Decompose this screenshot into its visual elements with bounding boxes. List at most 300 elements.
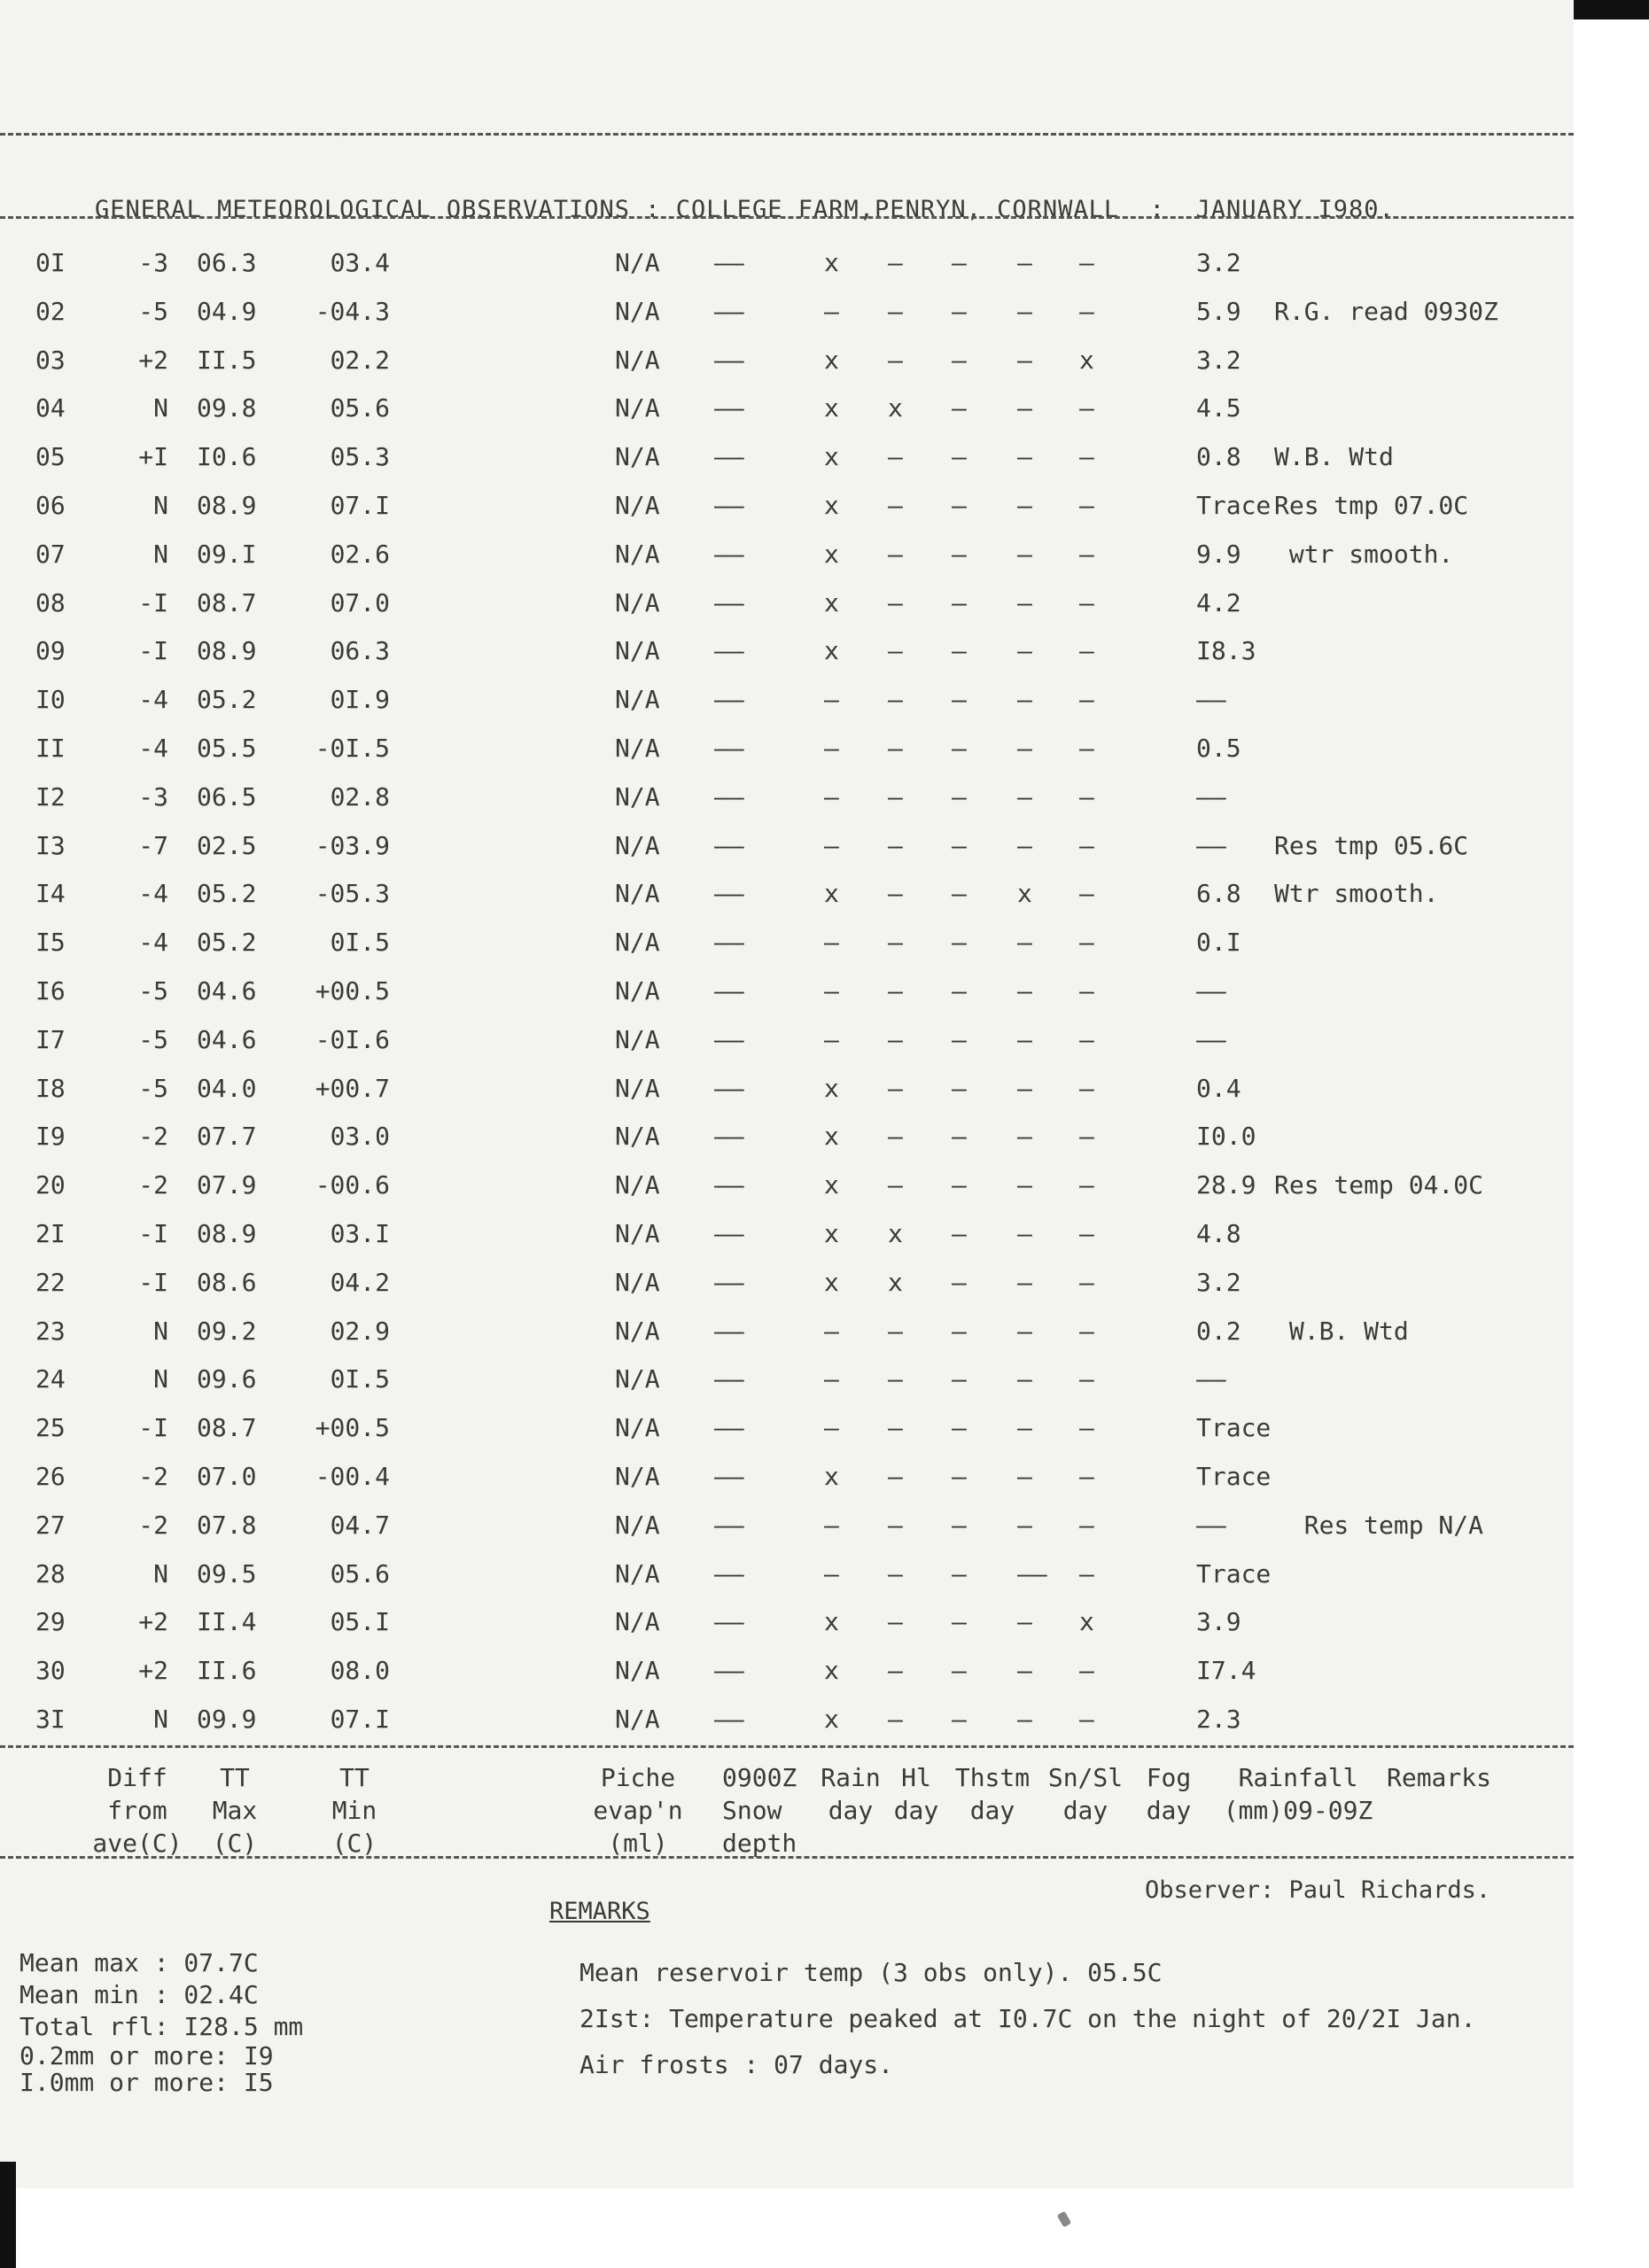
piche-cell: N/A	[615, 928, 660, 958]
thunderstorm-day-cell: —	[952, 1607, 967, 1637]
day-cell: I2	[35, 781, 66, 812]
rainfall-cell: 3.2	[1196, 345, 1241, 375]
hail-day-cell: —	[888, 928, 903, 958]
footer-snow: 0900Z Snow depth	[722, 1763, 797, 1858]
snow-depth-cell: ——	[714, 879, 744, 909]
snow-depth-cell: ——	[714, 976, 744, 1006]
min-temp-cell: 02.2	[330, 345, 390, 375]
diff-cell: N	[153, 393, 168, 423]
thunderstorm-day-cell: —	[952, 1510, 967, 1540]
min-temp-cell: +00.5	[315, 1413, 390, 1443]
thunderstorm-day-cell: —	[952, 1705, 967, 1734]
snow-depth-cell: ——	[714, 393, 744, 423]
snow-sleet-day-cell: —	[1017, 1316, 1032, 1346]
snow-depth-cell: ——	[714, 1219, 744, 1248]
table-row	[0, 685, 1574, 720]
snow-depth-cell: ——	[714, 685, 744, 715]
min-temp-cell: 07.I	[330, 1705, 390, 1734]
diff-cell: -2	[138, 1462, 168, 1491]
snow-depth-cell: ——	[714, 1510, 744, 1540]
footer-thstm: Thstm day	[954, 1763, 1031, 1825]
thunderstorm-day-cell: —	[952, 1656, 967, 1686]
thunderstorm-day-cell: —	[952, 345, 967, 375]
rainfall-cell: ——	[1196, 1024, 1226, 1054]
fog-day-cell: —	[1079, 442, 1094, 472]
hail-day-cell: —	[888, 1413, 903, 1443]
piche-cell: N/A	[615, 1024, 660, 1054]
thunderstorm-day-cell: —	[952, 685, 967, 715]
fog-day-cell: —	[1079, 587, 1094, 617]
fog-day-cell: —	[1079, 491, 1094, 520]
table-row	[0, 879, 1574, 914]
hail-day-cell: —	[888, 1705, 903, 1734]
fog-day-cell: —	[1079, 1219, 1094, 1248]
min-temp-cell: -04.3	[315, 296, 390, 326]
fog-day-cell: —	[1079, 1122, 1094, 1152]
remarks-heading: REMARKS	[549, 1898, 650, 1925]
day-cell: 09	[35, 636, 66, 666]
snow-depth-cell: ——	[714, 1705, 744, 1734]
rainfall-cell: ——	[1196, 1510, 1226, 1540]
max-temp-cell: 05.2	[197, 685, 257, 715]
fog-day-cell: —	[1079, 1170, 1094, 1200]
rainfall-cell: 9.9	[1196, 539, 1241, 569]
fog-day-cell: —	[1079, 685, 1094, 715]
min-temp-cell: +00.7	[315, 1073, 390, 1103]
fog-day-cell: —	[1079, 248, 1094, 277]
diff-cell: -I	[138, 587, 168, 617]
min-temp-cell: 03.0	[330, 1122, 390, 1152]
piche-cell: N/A	[615, 781, 660, 812]
fog-day-cell: —	[1079, 976, 1094, 1006]
rain-day-cell: x	[824, 1462, 839, 1491]
rainfall-cell: 2.3	[1196, 1705, 1241, 1734]
remarks-cell: Res temp N/A	[1274, 1510, 1484, 1540]
table-row	[0, 1462, 1574, 1497]
rainfall-cell: I7.4	[1196, 1656, 1256, 1686]
snow-depth-cell: ——	[714, 1267, 744, 1297]
snow-sleet-day-cell: —	[1017, 734, 1032, 763]
rain-day-cell: —	[824, 928, 839, 958]
max-temp-cell: 06.5	[197, 781, 257, 812]
table-row	[0, 1317, 1574, 1352]
piche-cell: N/A	[615, 685, 660, 715]
max-temp-cell: 08.6	[197, 1267, 257, 1297]
footer-fog: Fog day	[1146, 1763, 1192, 1825]
remarks-notes	[579, 1958, 1475, 2096]
min-temp-cell: 05.6	[330, 1558, 390, 1588]
fog-day-cell: x	[1079, 1607, 1094, 1637]
thunderstorm-day-cell: —	[952, 1024, 967, 1054]
day-cell: 28	[35, 1558, 66, 1588]
max-temp-cell: 04.0	[197, 1073, 257, 1103]
footer-min: TT Min (C)	[331, 1763, 377, 1858]
remarks-cell: Res tmp 07.0C	[1274, 491, 1469, 520]
snow-sleet-day-cell: —	[1017, 636, 1032, 666]
snow-sleet-day-cell: —	[1017, 587, 1032, 617]
rainfall-cell: Trace	[1196, 1558, 1272, 1588]
piche-cell: N/A	[615, 442, 660, 472]
piche-cell: N/A	[615, 879, 660, 909]
diff-cell: N	[153, 539, 168, 569]
snow-sleet-day-cell: —	[1017, 976, 1032, 1006]
table-row	[0, 588, 1574, 624]
diff-cell: N	[153, 1364, 168, 1394]
piche-cell: N/A	[615, 1510, 660, 1540]
piche-cell: N/A	[615, 636, 660, 666]
total-rainfall: Total rfl: I28.5 mm	[19, 2012, 304, 2041]
max-temp-cell: 07.8	[197, 1510, 257, 1540]
hail-day-cell: —	[888, 1170, 903, 1200]
fog-day-cell: —	[1079, 636, 1094, 666]
min-temp-cell: 0I.5	[330, 928, 390, 958]
piche-cell: N/A	[615, 1462, 660, 1491]
thunderstorm-day-cell: —	[952, 1122, 967, 1152]
max-temp-cell: 08.9	[197, 636, 257, 666]
max-temp-cell: 07.0	[197, 1462, 257, 1491]
snow-depth-cell: ——	[714, 1316, 744, 1346]
hail-day-cell: —	[888, 879, 903, 909]
thunderstorm-day-cell: —	[952, 879, 967, 909]
rain-day-cell: x	[824, 879, 839, 909]
piche-cell: N/A	[615, 1607, 660, 1637]
max-temp-cell: 08.7	[197, 587, 257, 617]
rainfall-cell: I0.0	[1196, 1122, 1256, 1152]
min-temp-cell: 02.9	[330, 1316, 390, 1346]
snow-depth-cell: ——	[714, 1024, 744, 1054]
max-temp-cell: 09.8	[197, 393, 257, 423]
thunderstorm-day-cell: —	[952, 928, 967, 958]
footer-remarks: Remarks	[1386, 1763, 1491, 1792]
snow-depth-cell: ——	[714, 1170, 744, 1200]
table-row	[0, 297, 1574, 332]
top-rule	[0, 133, 1574, 136]
rain-day-cell: —	[824, 1558, 839, 1588]
remarks-cell: Res temp 04.0C	[1274, 1170, 1484, 1200]
rain-day-cell: —	[824, 1024, 839, 1054]
thunderstorm-day-cell: —	[952, 1267, 967, 1297]
rain-day-cell: x	[824, 1267, 839, 1297]
day-cell: I5	[35, 928, 66, 958]
piche-cell: N/A	[615, 296, 660, 326]
table-row	[0, 1413, 1574, 1449]
snow-sleet-day-cell: —	[1017, 491, 1032, 520]
rainfall-cell: 0.2	[1196, 1316, 1241, 1346]
snow-sleet-day-cell: —	[1017, 1413, 1032, 1443]
thunderstorm-day-cell: —	[952, 1462, 967, 1491]
hail-day-cell: —	[888, 1073, 903, 1103]
diff-cell: -2	[138, 1122, 168, 1152]
max-temp-cell: 05.5	[197, 734, 257, 763]
max-temp-cell: 06.3	[197, 248, 257, 277]
snow-sleet-day-cell: —	[1017, 1607, 1032, 1637]
rainfall-cell: 3.2	[1196, 248, 1241, 277]
hail-day-cell: —	[888, 539, 903, 569]
snow-depth-cell: ——	[714, 1656, 744, 1686]
rain-day-cell: x	[824, 442, 839, 472]
day-cell: 3I	[35, 1705, 66, 1734]
day-cell: 27	[35, 1510, 66, 1540]
piche-cell: N/A	[615, 248, 660, 277]
min-temp-cell: 04.2	[330, 1267, 390, 1297]
rainfall-cell: 3.9	[1196, 1607, 1241, 1637]
diff-cell: N	[153, 1316, 168, 1346]
piche-cell: N/A	[615, 587, 660, 617]
hail-day-cell: —	[888, 1316, 903, 1346]
hail-day-cell: —	[888, 587, 903, 617]
table-row	[0, 782, 1574, 818]
snow-sleet-day-cell: —	[1017, 685, 1032, 715]
snow-depth-cell: ——	[714, 781, 744, 812]
table-row	[0, 1170, 1574, 1206]
sheet-title	[34, 168, 1395, 251]
rainfall-cell: 4.8	[1196, 1219, 1241, 1248]
fog-day-cell: —	[1079, 1073, 1094, 1103]
day-cell: 23	[35, 1316, 66, 1346]
rainfall-cell: ——	[1196, 1364, 1226, 1394]
rainfall-cell: 0.4	[1196, 1073, 1241, 1103]
max-temp-cell: 08.9	[197, 491, 257, 520]
piche-cell: N/A	[615, 734, 660, 763]
max-temp-cell: 04.6	[197, 976, 257, 1006]
snow-sleet-day-cell: —	[1017, 1705, 1032, 1734]
day-cell: I6	[35, 976, 66, 1006]
thunderstorm-day-cell: —	[952, 781, 967, 812]
snow-sleet-day-cell: —	[1017, 442, 1032, 472]
table-row	[0, 1559, 1574, 1595]
remarks-cell: R.G. read 0930Z	[1274, 296, 1498, 326]
piche-cell: N/A	[615, 1413, 660, 1443]
thunderstorm-day-cell: —	[952, 636, 967, 666]
snow-depth-cell: ——	[714, 1558, 744, 1588]
piche-cell: N/A	[615, 976, 660, 1006]
table-row	[0, 636, 1574, 672]
day-cell: I8	[35, 1073, 66, 1103]
remarks-cell: wtr smooth.	[1274, 539, 1454, 569]
mean-min: Mean min : 02.4C	[19, 1980, 259, 2009]
hail-day-cell: —	[888, 345, 903, 375]
snow-sleet-day-cell: —	[1017, 1267, 1032, 1297]
piche-cell: N/A	[615, 1073, 660, 1103]
day-cell: 03	[35, 345, 66, 375]
hail-day-cell: —	[888, 1122, 903, 1152]
snow-depth-cell: ——	[714, 587, 744, 617]
title-separator: :	[1149, 196, 1165, 223]
scan-edge	[0, 2162, 16, 2268]
snow-depth-cell: ——	[714, 1462, 744, 1491]
note-temperature-peak: 2Ist: Temperature peaked at I0.7C on the night of 20/2I Jan.	[579, 2004, 1476, 2033]
max-temp-cell: 02.5	[197, 830, 257, 860]
diff-cell: -3	[138, 248, 168, 277]
remarks-cell: Wtr smooth.	[1274, 879, 1439, 909]
thunderstorm-day-cell: —	[952, 1413, 967, 1443]
snow-sleet-day-cell: —	[1017, 830, 1032, 860]
hail-day-cell: —	[888, 830, 903, 860]
fog-day-cell: —	[1079, 296, 1094, 326]
fog-day-cell: —	[1079, 781, 1094, 812]
thunderstorm-day-cell: —	[952, 976, 967, 1006]
diff-cell: -I	[138, 1413, 168, 1443]
day-cell: 30	[35, 1656, 66, 1686]
snow-sleet-day-cell: —	[1017, 1656, 1032, 1686]
day-cell: 25	[35, 1413, 66, 1443]
table-row	[0, 1364, 1574, 1400]
table-row	[0, 976, 1574, 1012]
snow-sleet-day-cell: —	[1017, 1024, 1032, 1054]
snow-depth-cell: ——	[714, 830, 744, 860]
note-air-frosts: Air frosts : 07 days.	[579, 2050, 894, 2079]
min-temp-cell: -0I.5	[315, 734, 390, 763]
rainfall-cell: 0.8	[1196, 442, 1241, 472]
title-month: JANUARY I980.	[1195, 196, 1395, 223]
footer-diff: Diff from ave(C)	[92, 1763, 183, 1858]
diff-cell: -4	[138, 685, 168, 715]
rain-day-cell: x	[824, 1073, 839, 1103]
rainfall-cell: 6.8	[1196, 879, 1241, 909]
hail-day-cell: —	[888, 1364, 903, 1394]
day-cell: 08	[35, 587, 66, 617]
min-temp-cell: -00.6	[315, 1170, 390, 1200]
hail-day-cell: —	[888, 734, 903, 763]
snow-sleet-day-cell: —	[1017, 928, 1032, 958]
snow-depth-cell: ——	[714, 491, 744, 520]
snow-depth-cell: ——	[714, 442, 744, 472]
thunderstorm-day-cell: —	[952, 734, 967, 763]
rainfall-cell: Trace	[1196, 1462, 1272, 1491]
rainfall-cell: 0.I	[1196, 928, 1241, 958]
fog-day-cell: x	[1079, 345, 1094, 375]
rainfall-cell: 4.2	[1196, 587, 1241, 617]
rainfall-cell: 4.5	[1196, 393, 1241, 423]
piche-cell: N/A	[615, 1364, 660, 1394]
rain-day-cell: x	[824, 1122, 839, 1152]
thunderstorm-day-cell: —	[952, 393, 967, 423]
snow-sleet-day-cell: —	[1017, 248, 1032, 277]
min-temp-cell: 03.I	[330, 1219, 390, 1248]
rain-day-cell: x	[824, 1219, 839, 1248]
rainfall-cell: ——	[1196, 976, 1226, 1006]
rain-day-cell: x	[824, 587, 839, 617]
fog-day-cell: —	[1079, 1462, 1094, 1491]
mean-max: Mean max : 07.7C	[19, 1948, 259, 1977]
piche-cell: N/A	[615, 830, 660, 860]
thunderstorm-day-cell: —	[952, 248, 967, 277]
snow-sleet-day-cell: —	[1017, 296, 1032, 326]
thunderstorm-day-cell: —	[952, 1316, 967, 1346]
rainfall-cell: ——	[1196, 830, 1226, 860]
piche-cell: N/A	[615, 1316, 660, 1346]
hail-day-cell: —	[888, 636, 903, 666]
max-temp-cell: 09.I	[197, 539, 257, 569]
hail-day-cell: x	[888, 393, 903, 423]
rainfall-cell: 0.5	[1196, 734, 1241, 763]
rain-day-cell: x	[824, 1705, 839, 1734]
max-temp-cell: 09.6	[197, 1364, 257, 1394]
day-cell: I7	[35, 1024, 66, 1054]
piche-cell: N/A	[615, 1267, 660, 1297]
hail-day-cell: —	[888, 1024, 903, 1054]
rain-day-cell: x	[824, 1607, 839, 1637]
min-temp-cell: 03.4	[330, 248, 390, 277]
min-temp-cell: 0I.9	[330, 685, 390, 715]
max-temp-cell: II.4	[197, 1607, 257, 1637]
monthly-summary	[19, 1947, 303, 2096]
hail-day-cell: x	[888, 1267, 903, 1297]
hail-day-cell: —	[888, 1656, 903, 1686]
table-row	[0, 1074, 1574, 1109]
diff-cell: -2	[138, 1170, 168, 1200]
day-cell: 2I	[35, 1219, 66, 1248]
rain-day-cell: —	[824, 1364, 839, 1394]
fog-day-cell: —	[1079, 1024, 1094, 1054]
piche-cell: N/A	[615, 1558, 660, 1588]
rain-day-cell: x	[824, 393, 839, 423]
fog-day-cell: —	[1079, 539, 1094, 569]
rainfall-cell: ——	[1196, 685, 1226, 715]
hail-day-cell: —	[888, 296, 903, 326]
header-rule	[0, 216, 1574, 219]
rain-day-cell: —	[824, 830, 839, 860]
footer-max: TT Max (C)	[212, 1763, 258, 1858]
snow-sleet-day-cell: —	[1017, 1364, 1032, 1394]
rain-day-cell: —	[824, 976, 839, 1006]
day-cell: 02	[35, 296, 66, 326]
hail-day-cell: —	[888, 1462, 903, 1491]
snow-depth-cell: ——	[714, 248, 744, 277]
rain-day-cell: x	[824, 539, 839, 569]
fog-day-cell: —	[1079, 734, 1094, 763]
table-bottom-rule	[0, 1745, 1574, 1748]
hail-day-cell: —	[888, 781, 903, 812]
diff-cell: N	[153, 1558, 168, 1588]
rainfall-cell: 3.2	[1196, 1267, 1241, 1297]
min-temp-cell: -0I.6	[315, 1024, 390, 1054]
max-temp-cell: I0.6	[197, 442, 257, 472]
max-temp-cell: 09.9	[197, 1705, 257, 1734]
table-row	[0, 540, 1574, 575]
min-temp-cell: 05.6	[330, 393, 390, 423]
thunderstorm-day-cell: —	[952, 587, 967, 617]
observer-name: Observer: Paul Richards.	[1145, 1876, 1491, 1904]
day-cell: I4	[35, 879, 66, 909]
piche-cell: N/A	[615, 345, 660, 375]
rain-day-cell: —	[824, 685, 839, 715]
snow-sleet-day-cell: ——	[1017, 1558, 1047, 1588]
rain-day-cell: —	[824, 1413, 839, 1443]
thunderstorm-day-cell: —	[952, 1073, 967, 1103]
snow-sleet-day-cell: x	[1017, 879, 1032, 909]
diff-cell: -I	[138, 1219, 168, 1248]
fog-day-cell: —	[1079, 1705, 1094, 1734]
table-row	[0, 248, 1574, 284]
hail-day-cell: —	[888, 491, 903, 520]
remarks-cell: Res tmp 05.6C	[1274, 830, 1469, 860]
footer-hail: Hl day	[893, 1763, 939, 1825]
diff-cell: -5	[138, 976, 168, 1006]
min-temp-cell: 06.3	[330, 636, 390, 666]
fog-day-cell: —	[1079, 879, 1094, 909]
snow-sleet-day-cell: —	[1017, 345, 1032, 375]
thunderstorm-day-cell: —	[952, 1558, 967, 1588]
rain-day-cell: x	[824, 1656, 839, 1686]
rainfall-cell: Trace	[1196, 1413, 1272, 1443]
diff-cell: -5	[138, 296, 168, 326]
hail-day-cell: —	[888, 442, 903, 472]
hail-day-cell: —	[888, 248, 903, 277]
table-row	[0, 393, 1574, 429]
footer-piche: Piche evap'n (ml)	[593, 1763, 683, 1858]
rain-day-cell: x	[824, 248, 839, 277]
